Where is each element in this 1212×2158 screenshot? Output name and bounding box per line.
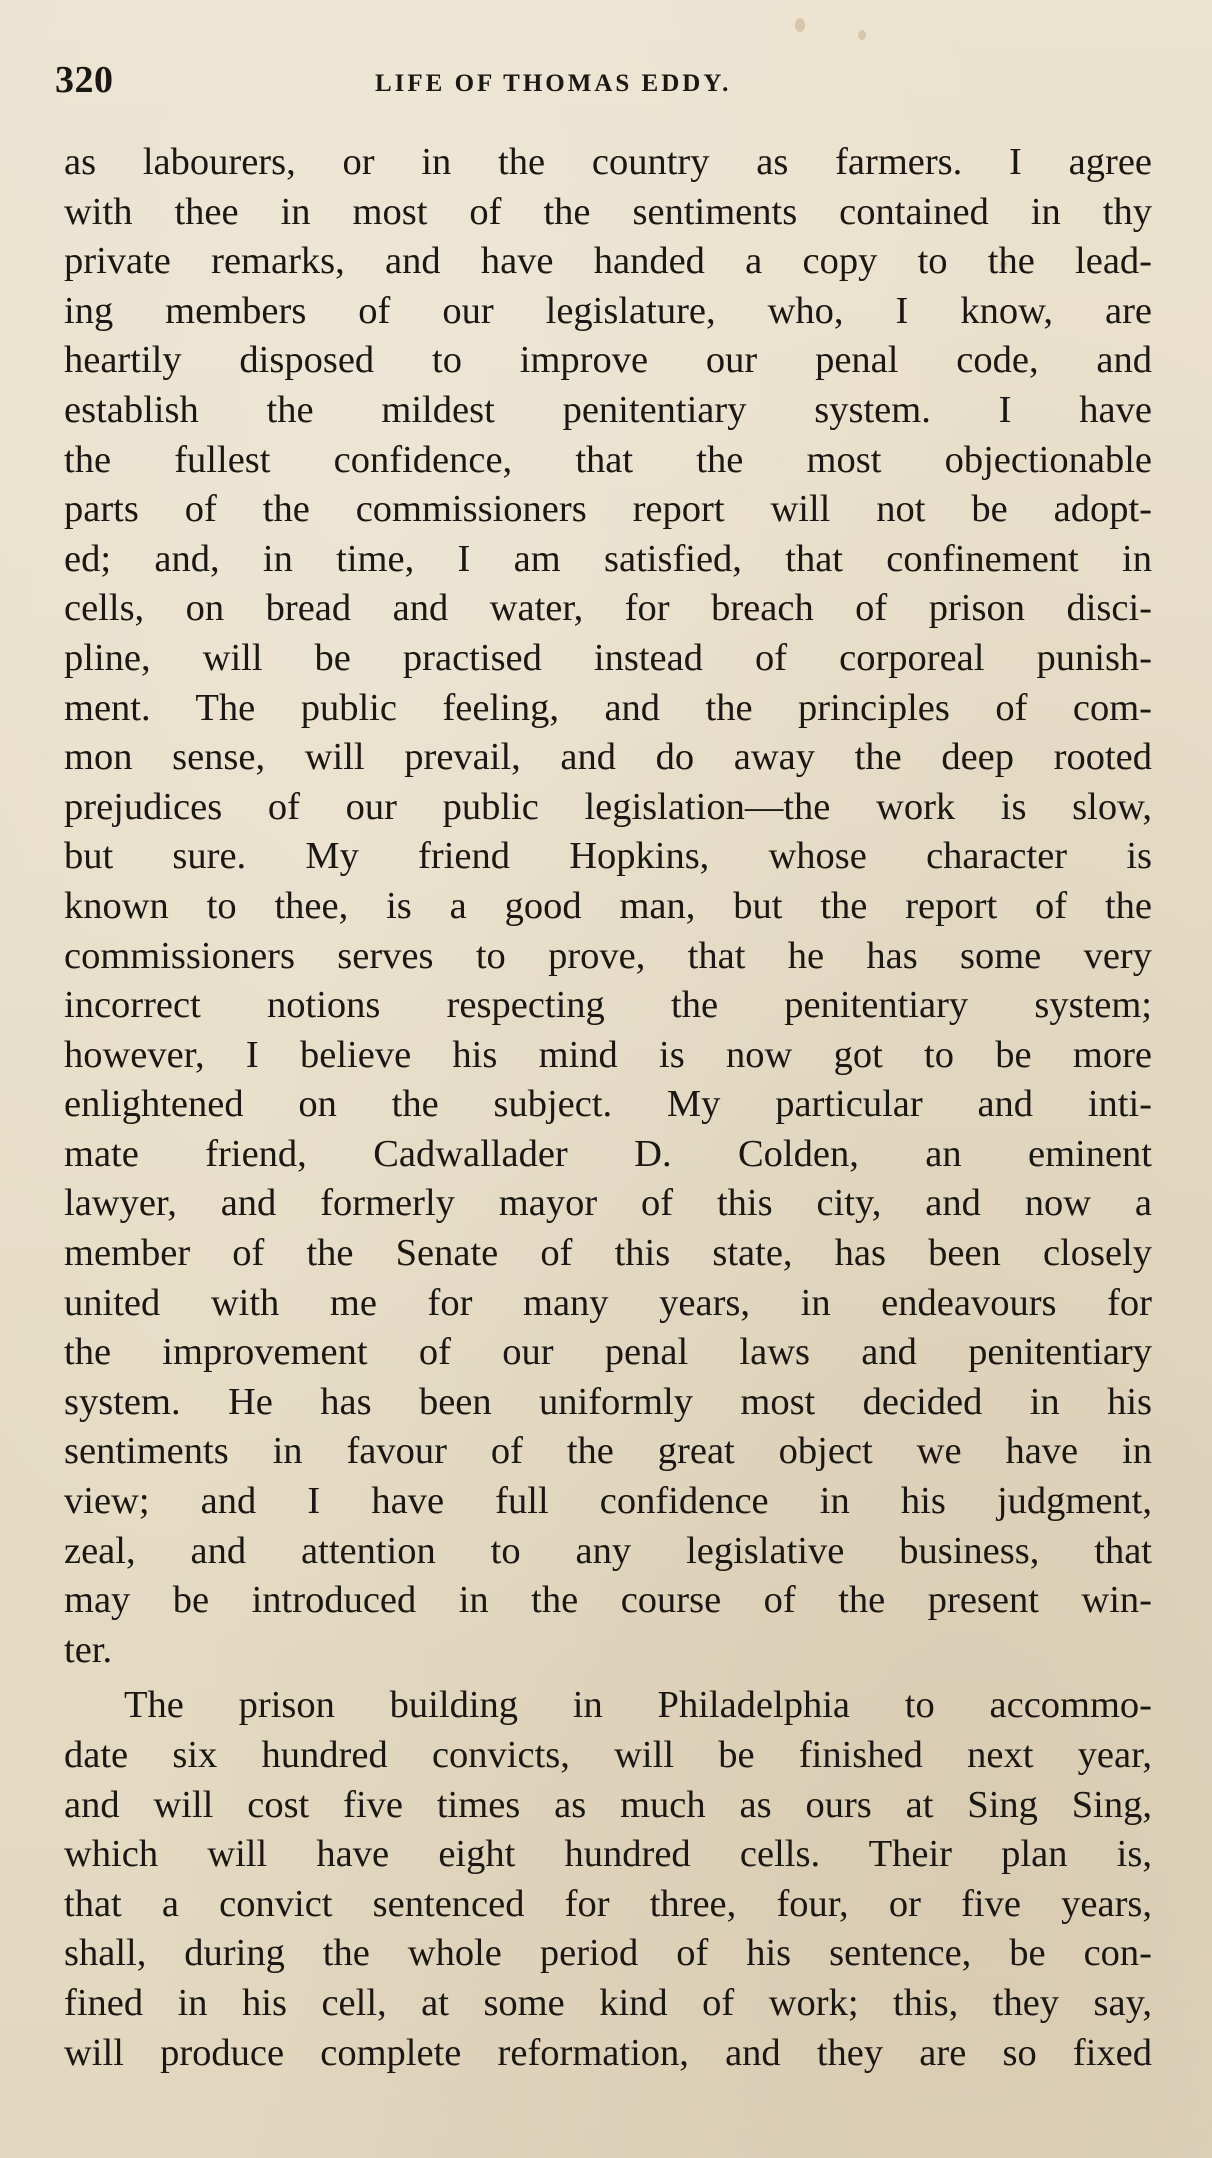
text-line: zeal, and attention to any legislative business, that [64,1529,1152,1572]
text-line: and will cost five times as much as ours at Sing Sing, [64,1783,1152,1826]
text-line: enlightened on the subject. My particular and inti- [64,1083,1152,1126]
text-line: ing members of our legislature, who, I know, are [64,289,1152,332]
page-number: 320 [55,59,114,101]
text-line: ed; and, in time, I am satisfied, that confinement in [64,537,1152,580]
text-line: as labourers, or in the country as farmers. I agree [64,141,1152,183]
text-line: view; and I have full confidence in his judgment, [64,1480,1152,1523]
paper-stain [858,30,866,40]
text-line: known to thee, is a good man, but the report of the [64,884,1152,927]
page-header [55,58,1155,108]
text-line: cells, on bread and water, for breach of prison disci- [64,587,1152,630]
text-line: will produce complete reformation, and they are so fixed [64,2031,1152,2074]
paragraph [64,138,1152,1675]
text-line: member of the Senate of this state, has been closely [64,1232,1152,1275]
text-line: system. He has been uniformly most decided in his [64,1380,1152,1423]
text-line: prejudices of our public legislation—the work is slow, [64,785,1152,828]
text-line: establish the mildest penitentiary system. I have [64,388,1152,431]
text-line: commissioners serves to prove, that he has some very [64,934,1152,977]
text-line: with thee in most of the sentiments contained in thy [64,190,1152,233]
text-line: the fullest confidence, that the most objectionable [64,438,1152,481]
text-line: mate friend, Cadwallader D. Colden, an eminent [64,1132,1152,1175]
text-line: may be introduced in the course of the present win- [64,1579,1152,1622]
text-line: the improvement of our penal laws and penitentiary [64,1331,1152,1374]
paragraph [64,1681,1152,2078]
text-line: sentiments in favour of the great object we have in [64,1430,1152,1473]
text-line: ter. [64,1628,113,1671]
text-line: lawyer, and formerly mayor of this city, and now a [64,1182,1152,1225]
text-line: shall, during the whole period of his sentence, be con- [64,1932,1152,1975]
text-line: however, I believe his mind is now got to be more [64,1033,1152,1076]
text-line: pline, will be practised instead of corporeal punish- [64,636,1152,679]
text-line: parts of the commissioners report will not be adopt- [64,488,1152,531]
running-head: LIFE OF THOMAS EDDY. [375,70,732,97]
text-line: which will have eight hundred cells. Their plan is, [64,1833,1152,1876]
paper-stain [795,18,805,32]
text-line: but sure. My friend Hopkins, whose character is [64,835,1152,878]
text-line: private remarks, and have handed a copy to the lead- [64,240,1152,283]
text-line: ment. The public feeling, and the principles of com- [64,686,1152,729]
body-text [64,138,1152,2078]
text-line: The prison building in Philadelphia to accommo- [124,1684,1152,1727]
text-line: that a convict sentenced for three, four, or five years, [64,1882,1152,1925]
text-line: incorrect notions respecting the penitentiary system; [64,984,1152,1027]
text-line: united with me for many years, in endeavours for [64,1281,1152,1324]
text-line: fined in his cell, at some kind of work; this, they say, [64,1981,1152,2024]
text-line: date six hundred convicts, will be finished next year, [64,1734,1152,1776]
text-line: heartily disposed to improve our penal code, and [64,339,1152,382]
text-line: mon sense, will prevail, and do away the deep rooted [64,736,1152,779]
